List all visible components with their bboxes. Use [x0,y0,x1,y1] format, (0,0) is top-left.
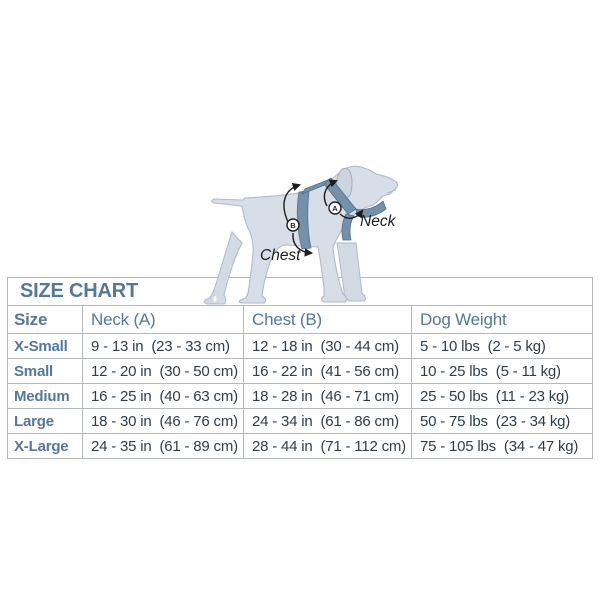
marker-b [287,219,299,231]
marker-a-letter: A [332,203,338,213]
table-row-xlarge [8,434,593,459]
table-row-large [8,409,593,434]
weight-value: 5 - 10 lbs (2 - 5 kg) [412,334,593,359]
table-row-medium [8,384,593,409]
neck-value: 16 - 25 in (40 - 63 cm) [83,384,244,409]
neck-value: 18 - 30 in (46 - 76 cm) [83,409,244,434]
weight-value: 50 - 75 lbs (23 - 34 kg) [412,409,593,434]
chest-value: 18 - 28 in (46 - 71 cm) [244,384,412,409]
paw-detail [213,296,216,302]
size-label: X-Large [8,434,83,459]
size-chart-title: SIZE CHART [8,278,593,306]
chest-value: 16 - 22 in (41 - 56 cm) [244,359,412,384]
table-row-xsmall [8,334,593,359]
col-header-weight: Dog Weight [412,306,593,334]
chest-value: 12 - 18 in (30 - 44 cm) [244,334,412,359]
neck-value: 12 - 20 in (30 - 50 cm) [83,359,244,384]
chest-value: 24 - 34 in (61 - 86 cm) [244,409,412,434]
table-row-small [8,359,593,384]
col-header-neck: Neck (A) [83,306,244,334]
size-label: Large [8,409,83,434]
weight-value: 75 - 105 lbs (34 - 47 kg) [412,434,593,459]
dog-harness-diagram [180,150,410,315]
weight-value: 10 - 25 lbs (5 - 11 kg) [412,359,593,384]
weight-value: 25 - 50 lbs (11 - 23 kg) [412,384,593,409]
neck-value: 24 - 35 in (61 - 89 cm) [83,434,244,459]
size-label: Medium [8,384,83,409]
marker-a [329,202,341,214]
marker-b-letter: B [290,220,296,230]
neck-value: 9 - 13 in (23 - 33 cm) [83,334,244,359]
size-label: Small [8,359,83,384]
neck-annotation-label: Neck [360,213,396,230]
col-header-size: Size [8,306,83,334]
size-label: X-Small [8,334,83,359]
chest-annotation-label: Chest [260,247,301,264]
dog-far-hind-leg [204,232,242,304]
chest-value: 28 - 44 in (71 - 112 cm) [244,434,412,459]
col-header-chest: Chest (B) [244,306,412,334]
